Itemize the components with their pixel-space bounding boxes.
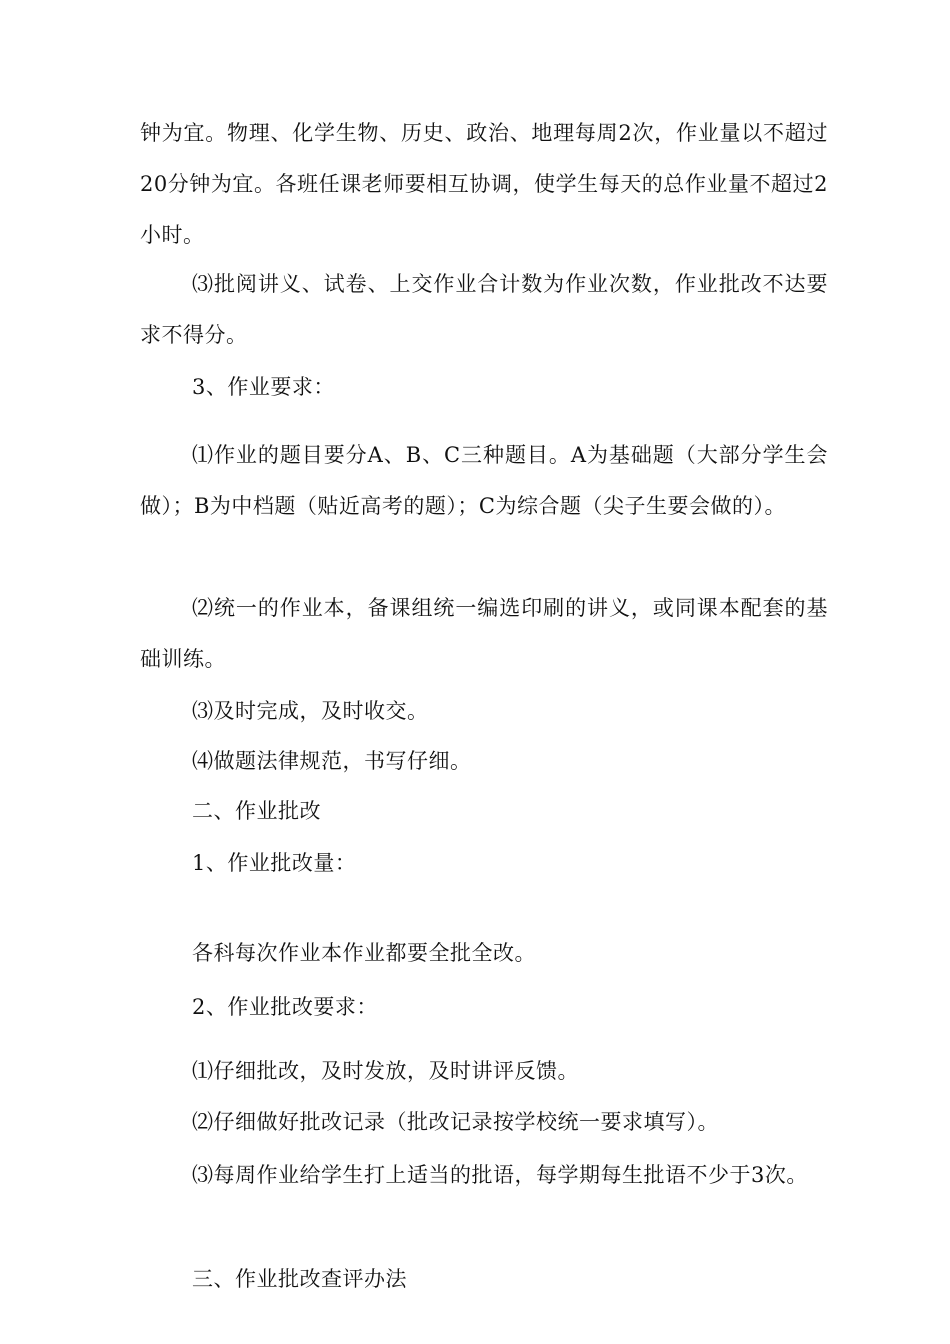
paragraph-standard-writing: ⑷做题法律规范，书写仔细。 (192, 749, 472, 773)
section-heading-homework-requirements: 3、作业要求： (192, 375, 335, 399)
section-heading-grading-evaluation: 三、作业批改查评办法 (192, 1267, 407, 1291)
paragraph-timely-completion: ⑶及时完成，及时收交。 (192, 699, 429, 723)
section-heading-homework-grading: 二、作业批改 (192, 799, 321, 823)
paragraph-full-grading: 各科每次作业本作业都要全批全改。 (192, 941, 536, 965)
paragraph-grading-records: ⑵仔细做好批改记录（批改记录按学校统一要求填写）。 (192, 1110, 719, 1134)
paragraph-homework-count-rule: ⑶批阅讲义、试卷、上交作业合计数为作业次数，作业批改不达要求不得分。 (140, 272, 828, 347)
paragraph-question-types: ⑴作业的题目要分A、B、C三种题目。A为基础题（大部分学生会做）；B为中档题（贴近高考的题）；C为综合题（尖子生要会做的）。 (140, 443, 828, 518)
paragraph-careful-grading: ⑴仔细批改，及时发放，及时讲评反馈。 (192, 1059, 579, 1083)
section-heading-grading-amount: 1、作业批改量： (192, 851, 357, 875)
paragraph-homework-time-limits: 钟为宜。物理、化学生物、历史、政治、地理每周2次，作业量以不超过20分钟为宜。各班任课老师要相互协调，使学生每天的总作业量不超过2小时。 (140, 121, 828, 247)
paragraph-unified-workbook: ⑵统一的作业本，备课组统一编选印刷的讲义，或同课本配套的基础训练。 (140, 596, 828, 671)
section-heading-grading-requirements: 2、作业批改要求： (192, 995, 378, 1019)
paragraph-weekly-comments: ⑶每周作业给学生打上适当的批语，每学期每生批语不少于3次。 (192, 1163, 808, 1187)
